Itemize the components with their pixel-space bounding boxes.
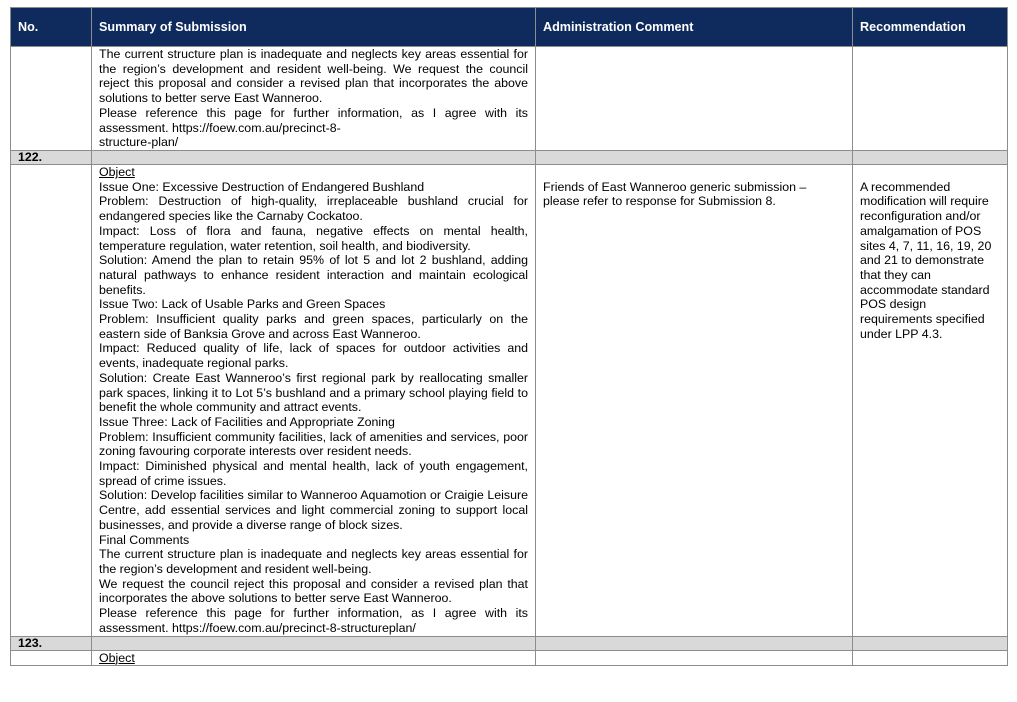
cell-no-continued: [11, 47, 92, 151]
summary-line: Problem: Insufficient community facilities, lack of amenities and services, poor zoning favouring corporate interests over resident needs.: [99, 429, 528, 459]
summary-line: Solution: Develop facilities similar to Wanneroo Aquamotion or Craigie Leisure Centre, add essential services and light commercial zoning to support local businesses, and provide a diverse range of block sizes.: [99, 488, 528, 532]
submission-number: 123.: [11, 636, 92, 650]
summary-line: Issue Three: Lack of Facilities and Appropriate Zoning: [99, 414, 395, 429]
cell-admin-122: [536, 165, 853, 637]
summary-line: Issue One: Excessive Destruction of Endangered Bushland: [99, 179, 425, 194]
summary-line: The current structure plan is inadequate and neglects key areas essential for the region’s development and resident well-being. We request the council reject this proposal and consider a revised plan that incorporates the above solutions to better serve East Wanneroo.: [99, 47, 528, 106]
cell-no-122: [11, 165, 92, 637]
cell-recommendation-122: [853, 165, 1008, 637]
summary-line: Issue Two: Lack of Usable Parks and Green Spaces: [99, 297, 386, 312]
summary-line: The current structure plan is inadequate and neglects key areas essential for the region’s development and resident well-being.: [99, 547, 528, 576]
header-summary: Summary of Submission: [92, 8, 536, 47]
summary-line: Impact: Diminished physical and mental health, lack of youth engagement, spread of crime issues.: [99, 459, 528, 488]
cell-recommendation-continued: [853, 47, 1008, 151]
summary-line: Solution: Amend the plan to retain 95% of lot 5 and lot 2 bushland, adding natural pathways to enhance resident interaction and maintain ecological benefits.: [99, 253, 528, 297]
cell-summary-123: [92, 650, 536, 666]
header-recommendation: Recommendation: [853, 8, 1008, 47]
table-row-number-123: [11, 636, 1008, 650]
table-row-number-122: [11, 151, 1008, 165]
summary-line: Solution: Create East Wanneroo’s first regional park by reallocating smaller park spaces, linking it to Lot 5’s bushland and a primary school playing field to benefit the whole community and attract events.: [99, 370, 528, 415]
summary-line: structure-plan/: [99, 135, 179, 150]
table-row-continued: [11, 47, 1008, 151]
header-no: No.: [11, 8, 92, 47]
table-row-123: [11, 650, 1008, 666]
cell-summary-122: [92, 165, 536, 637]
submissions-table: [10, 7, 1008, 666]
table-header-row: [11, 8, 1008, 47]
summary-line: Impact: Reduced quality of life, lack of spaces for outdoor activities and events, inadequate regional parks.: [99, 341, 528, 371]
submission-number: 122.: [11, 151, 92, 165]
cell-no-123: [11, 650, 92, 666]
table-row-122: [11, 165, 1008, 637]
summary-line: We request the council reject this proposal and consider a revised plan that incorporates the above solutions to better serve East Wanneroo.: [99, 576, 528, 606]
summary-line: Please reference this page for further information, as I agree with its assessment. https://foew.com.au/precinct-8-structureplan/: [99, 606, 528, 635]
summary-heading: Object: [99, 165, 135, 179]
cell-recommendation-123: [853, 650, 1008, 666]
header-admin-comment: Administration Comment: [536, 8, 853, 47]
summary-line: Final Comments: [99, 532, 190, 547]
summary-heading: Object: [99, 650, 135, 665]
cell-admin-123: [536, 650, 853, 666]
summary-line: Please reference this page for further information, as I agree with its assessment. https://foew.com.au/precinct-8-: [99, 105, 528, 135]
summary-line: Impact: Loss of flora and fauna, negative effects on mental health, temperature regulation, water retention, soil health, and biodiversity.: [99, 223, 528, 253]
admin-comment: Friends of East Wanneroo generic submission – please refer to response for Submission 8.: [543, 179, 807, 209]
cell-summary-continued: [92, 47, 536, 151]
submissions-page: [10, 7, 1007, 666]
cell-admin-continued: [536, 47, 853, 151]
summary-line: Problem: Destruction of high-quality, irreplaceable bushland crucial for endangered species like the Carnaby Cockatoo.: [99, 194, 528, 224]
recommendation-text: A recommended modification will require reconfiguration and/or amalgamation of POS sites 4, 7, 11, 16, 19, 20 and 21 to demonstrate that they can accommodate standard POS design requirements specified under LPP 4.3.: [860, 179, 992, 341]
summary-line: Problem: Insufficient quality parks and green spaces, particularly on the eastern side of Banksia Grove and across East Wanneroo.: [99, 312, 528, 341]
